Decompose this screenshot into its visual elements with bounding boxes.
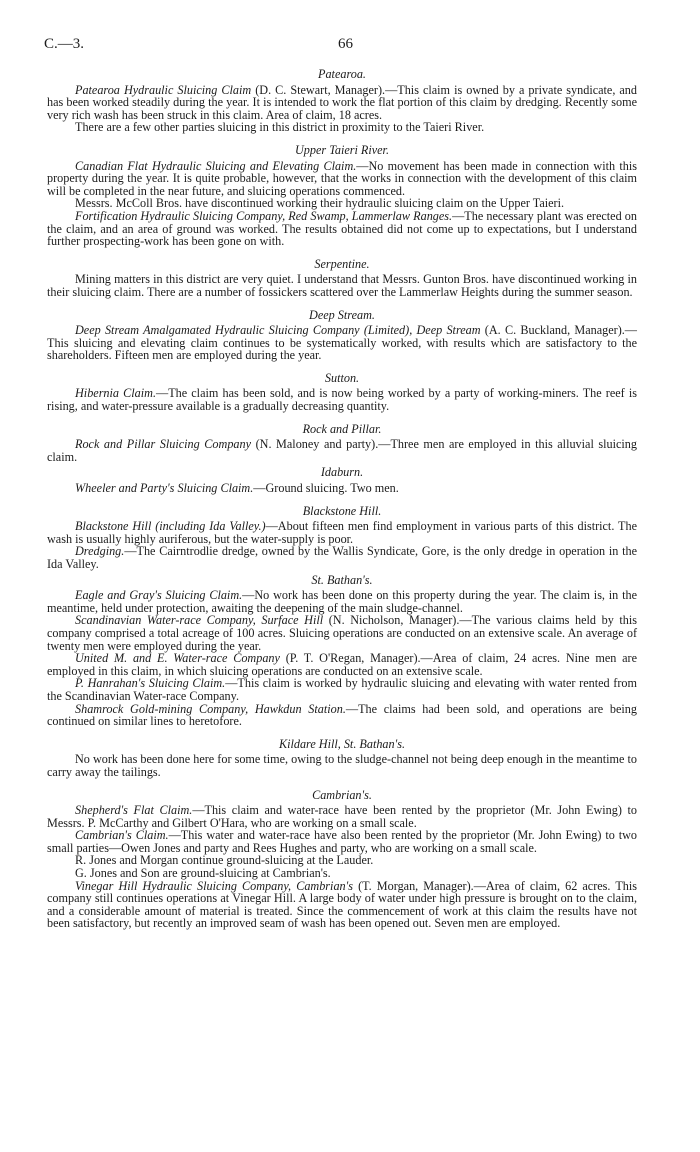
paragraph-lead: Rock and Pillar Sluicing Company [75, 437, 252, 452]
paragraph-text: —No work has been done on this property during the year. The claim is, in the meantime, held under protection, awaiting the deepening of the main sludge-channel. [47, 588, 637, 615]
paragraph-lead: Shepherd's Flat Claim. [75, 803, 193, 818]
paragraph-text: —Ground sluicing. Two men. [253, 481, 399, 496]
section-heading: Kildare Hill, St. Bathan's. [278, 736, 406, 751]
paragraph [47, 829, 637, 854]
paragraph-text: (D. C. Stewart, Manager).—This claim is owned by a private syndicate, and has been worked steadily during the year. It is intended to work the flat portion of this claim by dredging. Recently some very rich wash has been struck in this claim. Area of claim, 18 acres. [47, 82, 637, 122]
paragraph [47, 387, 637, 412]
paragraph-lead: Hibernia Claim. [75, 386, 156, 401]
section-heading: Rock and Pillar. [302, 421, 382, 436]
section-heading: Cambrian's. [312, 787, 372, 802]
section-heading: Upper Taieri River. [295, 142, 389, 157]
section-heading: Blackstone Hill. [302, 503, 382, 518]
paragraph [47, 545, 637, 570]
paragraph-text: —This claim is worked by hydraulic sluicing and elevating with water rented from the Scandinavian Water-race Company. [47, 676, 637, 703]
paragraph-text: —The necessary plant was erected on the claim, and an area of ground was worked. The results obtained did not come up to expectations, but I understand further prospecting-work has been gone on with. [47, 208, 637, 249]
paragraph-text: (N. Nicholson, Manager).—The various claims held by this company comprised a total acreage of 100 acres. Sluicing operations are conducted on an extensive scale. An average of twenty men were employed during the year. [47, 613, 637, 653]
paragraph [47, 520, 637, 545]
paragraph [47, 121, 637, 134]
paragraph-text: —No movement has been made in connection with this property during the year. It is quite probable, however, that the works in connection with the development of this claim will be completed in the near future, and sluicing operations commenced. [47, 158, 637, 198]
paragraph-lead: Wheeler and Party's Sluicing Claim. [75, 481, 254, 496]
paragraph [47, 160, 637, 198]
paragraph-lead: United M. and E. Water-race Company [75, 651, 280, 666]
paragraph-text: No work has been done here for some time, owing to the sludge-channel not being deep enough in the meantime to carry away the tailings. [47, 752, 637, 779]
paragraph [47, 753, 637, 778]
paragraph-text: (T. Morgan, Manager).—Area of claim, 62 acres. This company still continues operations at Vinegar Hill. A large body of water under high pressure is brought on to the claim, and a considerable amount of material is treated. Since the commencement of work at this claim the results have not been satisfactory, but recently an improved seam of wash has been opened out. Seven men are employed. [47, 878, 637, 931]
paragraph [47, 273, 637, 298]
paragraph [47, 652, 637, 677]
section-heading: St. Bathan's. [311, 572, 373, 587]
paragraph-lead: Eagle and Gray's Sluicing Claim. [75, 588, 243, 603]
paragraph-lead: Vinegar Hill Hydraulic Sluicing Company, Cambrian's [75, 878, 353, 893]
paragraph [47, 324, 637, 362]
paragraph [47, 84, 637, 122]
paragraph-lead: Canadian Flat Hydraulic Sluicing and Elevating Claim. [75, 158, 357, 173]
paragraph-lead: Scandinavian Water-race Company, Surface Hill [75, 613, 324, 628]
section-heading: Sutton. [324, 370, 360, 385]
paragraph-text: Messrs. McColl Bros. have discontinued working their hydraulic sluicing claim on the Upper Taieri. [75, 196, 565, 211]
paragraph-text: There are a few other parties sluicing in this district in proximity to the Taieri River. [75, 120, 485, 135]
paragraph-text: (N. Maloney and party).—Three men are employed in this alluvial sluicing claim. [47, 437, 637, 464]
paragraph [47, 880, 637, 930]
paragraph-text: (A. C. Buckland, Manager).—This sluicing and elevating claim continues to be systematically worked, with results which are satisfactory to the shareholders. Fifteen men are employed during the year. [47, 323, 637, 363]
paragraph-text: (P. T. O'Regan, Manager).—Area of claim, 24 acres. Nine men are employed in this claim, in which sluicing operations are conducted on an extensive scale. [47, 651, 637, 678]
paragraph-text: —This claim and water-race have been rented by the proprietor (Mr. John Ewing) to Messrs. P. McCarthy and Gilbert O'Hara, who are working on a small scale. [47, 803, 637, 830]
paragraph-lead: Deep Stream Amalgamated Hydraulic Sluicing Company (Limited), Deep Stream [75, 323, 481, 338]
paragraph-text: —The Cairntrodlie dredge, owned by the Wallis Syndicate, Gore, is the only dredge in operation in the Ida Valley. [47, 544, 637, 571]
paragraph-lead: Shamrock Gold-mining Company, Hawkdun Station. [75, 701, 346, 716]
paragraph [47, 589, 637, 614]
paragraph-text: —This water and water-race have also been rented by the proprietor (Mr. John Ewing) to two small parties—Owen Jones and party and Rees Hughes and party, who are working on a small scale. [47, 828, 637, 855]
paragraph-lead: Fortification Hydraulic Sluicing Company, Red Swamp, Lammerlaw Ranges. [75, 208, 453, 223]
section-heading: Deep Stream. [309, 307, 375, 322]
paragraph-text: —The claims had been sold, and operations are being continued on similar lines to heretofore. [47, 701, 637, 729]
section-heading: Serpentine. [314, 256, 370, 271]
paragraph [47, 614, 637, 652]
paragraph [47, 482, 637, 495]
paragraph-text: —The claim has been sold, and is now being worked by a party of working-miners. The reef is rising, and water-pressure available is a gradually decreasing quantity. [47, 386, 637, 414]
paragraph [47, 438, 637, 463]
section-heading: Patearoa. [318, 67, 366, 81]
paragraph [47, 210, 637, 248]
paragraph [47, 804, 637, 829]
paragraph-lead: Cambrian's Claim. [75, 828, 169, 843]
paragraph-lead: Dredging. [75, 544, 125, 559]
paragraph-lead: P. Hanrahan's Sluicing Claim. [75, 676, 226, 691]
paragraph-lead: Patearoa Hydraulic Sluicing Claim [75, 82, 252, 97]
paragraph-text: R. Jones and Morgan continue ground-sluicing at the Lauder. [75, 853, 374, 868]
paragraph-lead: Blackstone Hill (including Ida Valley.) [75, 519, 266, 534]
paragraph-text: Mining matters in this district are very quiet. I understand that Messrs. Gunton Bros. have discontinued working in their sluicing claim. There are a number of fossickers scattered over the Lammerlaw Heights during the summer season. [47, 272, 637, 299]
document-body [47, 68, 637, 930]
report-code: C.—3. [44, 36, 85, 52]
paragraph [47, 677, 637, 702]
paragraph-text: —About fifteen men find employment in various parts of this district. The wash is usually highly auriferous, but the water-supply is poor. [47, 519, 637, 546]
section-heading: Idaburn. [320, 465, 364, 480]
paragraph-text: G. Jones and Son are ground-sluicing at Cambrian's. [75, 866, 331, 881]
page-number: 66 [338, 36, 353, 52]
paragraph [47, 703, 637, 728]
page-header [44, 36, 658, 56]
